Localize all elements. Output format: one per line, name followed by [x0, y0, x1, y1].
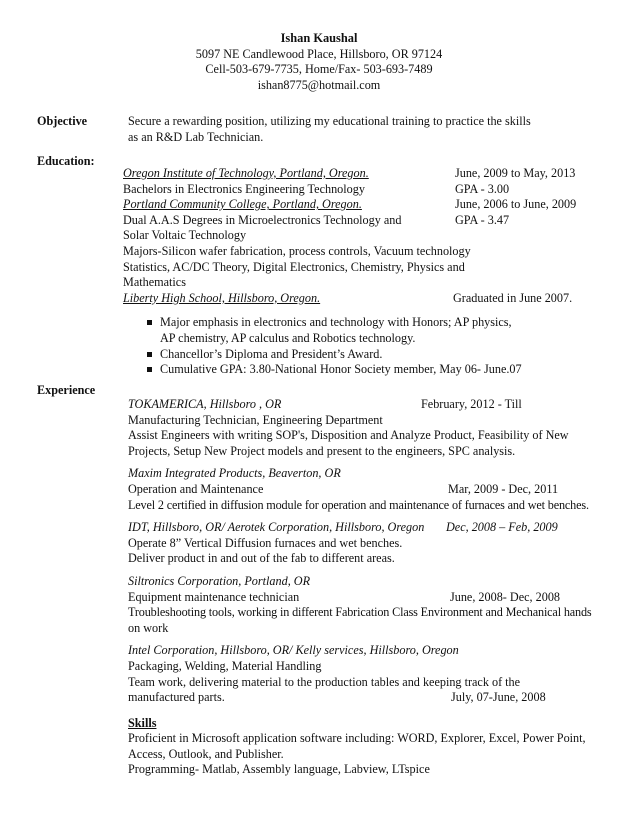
pcc-degree: Dual A.A.S Degrees in Microelectronics Technology and [123, 212, 402, 227]
job-title: Packaging, Welding, Material Handling [128, 658, 322, 673]
job-title: Operation and Maintenance [128, 481, 264, 496]
job-company: IDT, Hillsboro, OR/ Aerotek Corporation, Hillsboro, Oregon [128, 520, 425, 535]
contact-header [0, 31, 638, 93]
objective-text-2: as an R&D Lab Technician. [128, 129, 264, 144]
oit-degree: Bachelors in Electronics Engineering Technology [123, 181, 365, 196]
bullet-icon [147, 367, 152, 372]
majors-line-3: Mathematics [123, 275, 186, 290]
job-description: Team work, delivering material to the production tables and keeping track of the [128, 674, 521, 689]
job-description: manufactured parts. [128, 690, 225, 705]
hs-school: Liberty High School, Hillsboro, Oregon. [123, 290, 321, 305]
job-dates: Dec, 2008 – Feb, 2009 [446, 520, 558, 535]
pcc-dates: June, 2006 to June, 2009 [455, 197, 577, 212]
job-company: Maxim Integrated Products, Beaverton, OR [128, 466, 341, 481]
objective-text-1: Secure a rewarding position, utilizing my educational training to practice the skills [128, 114, 531, 128]
address: 5097 NE Candlewood Place, Hillsboro, OR 97124 [195, 46, 443, 61]
oit-gpa: GPA - 3.00 [455, 181, 510, 196]
list-item: AP chemistry, AP calculus and Robotics technology. [160, 330, 416, 345]
skills-line-2: Access, Outlook, and Publisher. [128, 746, 284, 761]
phone-numbers: Cell-503-679-7735, Home/Fax- 503-693-7489 [205, 62, 433, 76]
experience-label: Experience [37, 383, 96, 397]
job-company: TOKAMERICA, Hillsboro , OR [128, 397, 282, 411]
job-description: Deliver product in and out of the fab to different areas. [128, 551, 395, 566]
skills-line-1: Proficient in Microsoft application software including: WORD, Explorer, Excel, Power Point, [128, 731, 586, 746]
job-company: Intel Corporation, Hillsboro, OR/ Kelly services, Hillsboro, Oregon [128, 643, 459, 658]
email: ishan8775@hotmail.com [257, 77, 381, 92]
job-title: Equipment maintenance technician [128, 589, 300, 604]
pcc-school: Portland Community College, Portland, Oregon. [123, 197, 362, 212]
job-description: Assist Engineers with writing SOP's, Disposition and Analyze Product, Feasibility of New [128, 428, 569, 443]
pcc-degree-2: Solar Voltaic Technology [123, 228, 247, 243]
job-company: Siltronics Corporation, Portland, OR [128, 573, 311, 588]
job-title: Manufacturing Technician, Engineering Department [128, 412, 383, 427]
job-description: Level 2 certified in diffusion module for operation and maintenance of furnaces and wet benches. [128, 497, 589, 512]
job-description: Troubleshooting tools, working in different Fabrication Class Environment and Mechanical hands [128, 605, 592, 620]
job-dates: Mar, 2009 - Dec, 2011 [448, 481, 559, 496]
job-dates: February, 2012 - Till [421, 397, 522, 411]
education-label: Education: [37, 154, 95, 168]
pcc-gpa: GPA - 3.47 [455, 212, 510, 227]
list-item: Major emphasis in electronics and technology with Honors; AP physics, [123, 315, 618, 331]
majors-line-1: Majors-Silicon wafer fabrication, process controls, Vacuum technology [123, 243, 471, 258]
oit-school: Oregon Institute of Technology, Portland, Oregon. [123, 166, 369, 180]
job-description: Projects, Setup New Project models and present to the engineers, SPC analysis. [128, 443, 516, 458]
objective-label: Objective [37, 114, 88, 128]
hs-dates: Graduated in June 2007. [453, 290, 573, 305]
job-description: on work [128, 620, 169, 635]
job-dates: June, 2008- Dec, 2008 [450, 589, 561, 604]
bullet-icon [147, 352, 152, 357]
job-dates: July, 07-June, 2008 [451, 690, 546, 705]
objective-section [128, 114, 623, 145]
experience-section [128, 397, 618, 778]
list-item: Chancellor’s Diploma and President’s Award. [123, 347, 618, 363]
skills-line-3: Programming- Matlab, Assembly language, Labview, LTspice [128, 762, 430, 777]
job-description: Operate 8” Vertical Diffusion furnaces and wet benches. [128, 535, 403, 550]
education-section [123, 166, 618, 378]
skills-heading: Skills [128, 715, 157, 730]
majors-line-2: Statistics, AC/DC Theory, Digital Electronics, Chemistry, Physics and [123, 259, 465, 274]
oit-dates: June, 2009 to May, 2013 [455, 166, 576, 180]
list-item: Cumulative GPA: 3.80-National Honor Society member, May 06- June.07 [123, 362, 618, 378]
candidate-name: Ishan Kaushal [280, 31, 358, 45]
bullet-icon [147, 320, 152, 325]
